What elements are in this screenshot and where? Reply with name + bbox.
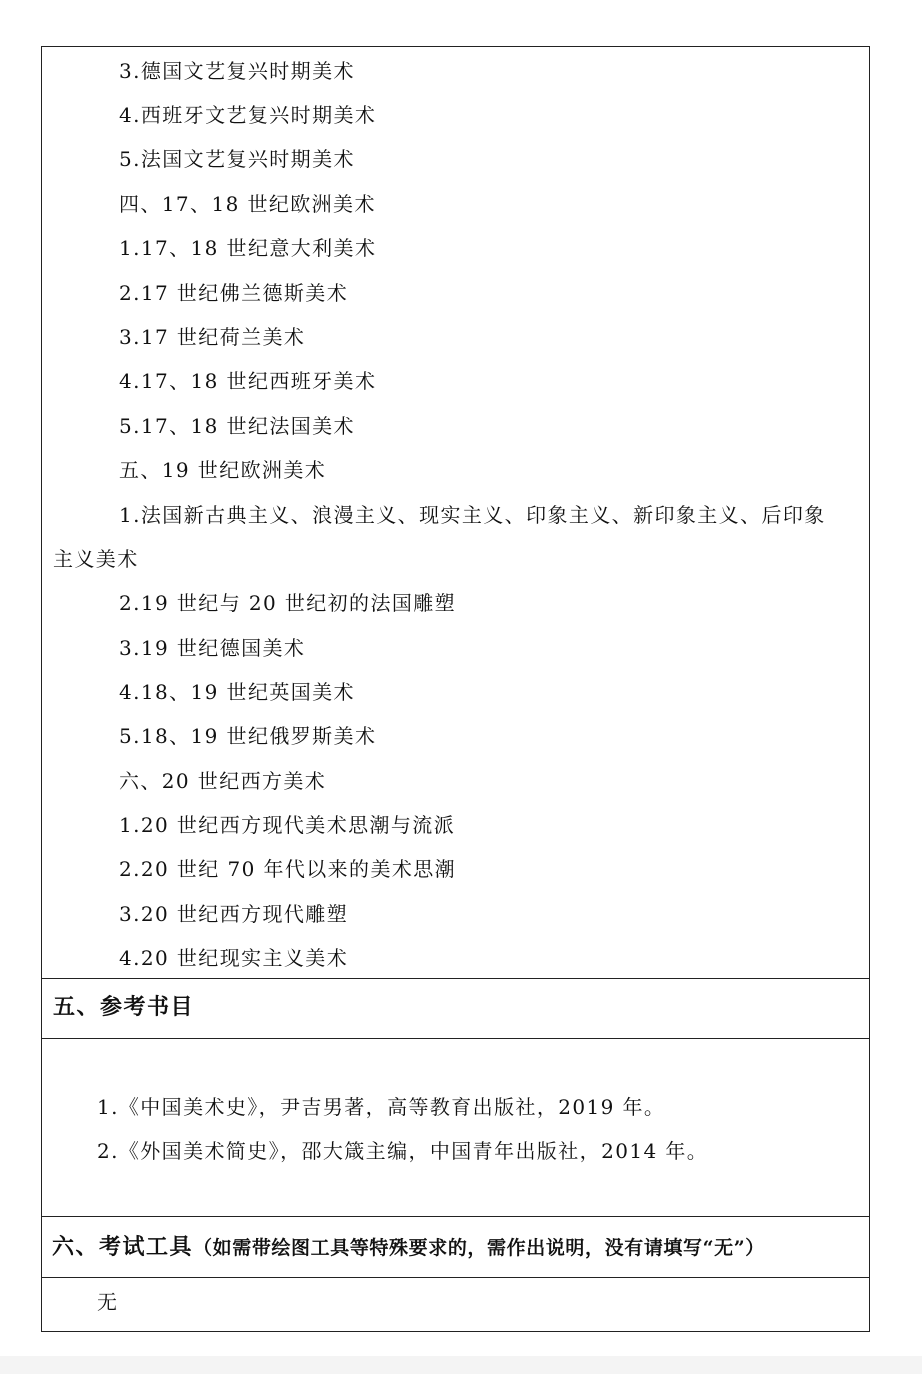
outline-item: 4.17、18 世纪西班牙美术 xyxy=(119,369,377,393)
tools-heading-title: 六、考试工具 xyxy=(52,1234,194,1260)
outline-item: 3.17 世纪荷兰美术 xyxy=(119,325,306,349)
outline-item: 4.20 世纪现实主义美术 xyxy=(119,946,349,970)
outline-item: 3.19 世纪德国美术 xyxy=(119,636,306,660)
reference-item: 2.《外国美术简史》，邵大箴主编，中国青年出版社，2014 年。 xyxy=(97,1139,709,1163)
references-heading-row xyxy=(42,978,869,1038)
outline-item: 1.法国新古典主义、浪漫主义、现实主义、印象主义、新印象主义、后印象 xyxy=(119,503,826,527)
outline-section-title: 五、19 世纪欧洲美术 xyxy=(119,458,327,482)
outline-section-title: 四、17、18 世纪欧洲美术 xyxy=(119,192,376,216)
outline-item: 5.法国文艺复兴时期美术 xyxy=(119,147,355,171)
outline-item: 4.西班牙文艺复兴时期美术 xyxy=(119,103,377,127)
outline-item: 2.19 世纪与 20 世纪初的法国雕塑 xyxy=(119,591,457,615)
tools-cell xyxy=(42,1277,869,1331)
reference-item: 1.《中国美术史》，尹吉男著，高等教育出版社，2019 年。 xyxy=(97,1095,666,1119)
tools-heading xyxy=(52,1234,765,1261)
tools-heading-row xyxy=(42,1216,869,1277)
outline-item: 1.17、18 世纪意大利美术 xyxy=(119,236,377,260)
outline-item-continuation: 主义美术 xyxy=(53,547,139,571)
outline-item: 1.20 世纪西方现代美术思潮与流派 xyxy=(119,813,456,837)
outline-item: 5.18、19 世纪俄罗斯美术 xyxy=(119,724,377,748)
outline-section-title: 六、20 世纪西方美术 xyxy=(119,769,327,793)
outline-item: 4.18、19 世纪英国美术 xyxy=(119,680,355,704)
outline-item: 3.20 世纪西方现代雕塑 xyxy=(119,902,349,926)
outline-item: 5.17、18 世纪法国美术 xyxy=(119,414,355,438)
outline-item: 3.德国文艺复兴时期美术 xyxy=(119,59,355,83)
references-cell xyxy=(42,1038,869,1216)
references-heading: 五、参考书目 xyxy=(53,994,195,1020)
tools-answer: 无 xyxy=(97,1290,119,1314)
outline-cell xyxy=(42,47,869,978)
outline-item: 2.20 世纪 70 年代以来的美术思潮 xyxy=(119,857,457,881)
outline-item: 2.17 世纪佛兰德斯美术 xyxy=(119,281,349,305)
tools-heading-note: （如需带绘图工具等特殊要求的，需作出说明，没有请填写“无”） xyxy=(193,1237,765,1259)
syllabus-table xyxy=(41,46,870,1332)
